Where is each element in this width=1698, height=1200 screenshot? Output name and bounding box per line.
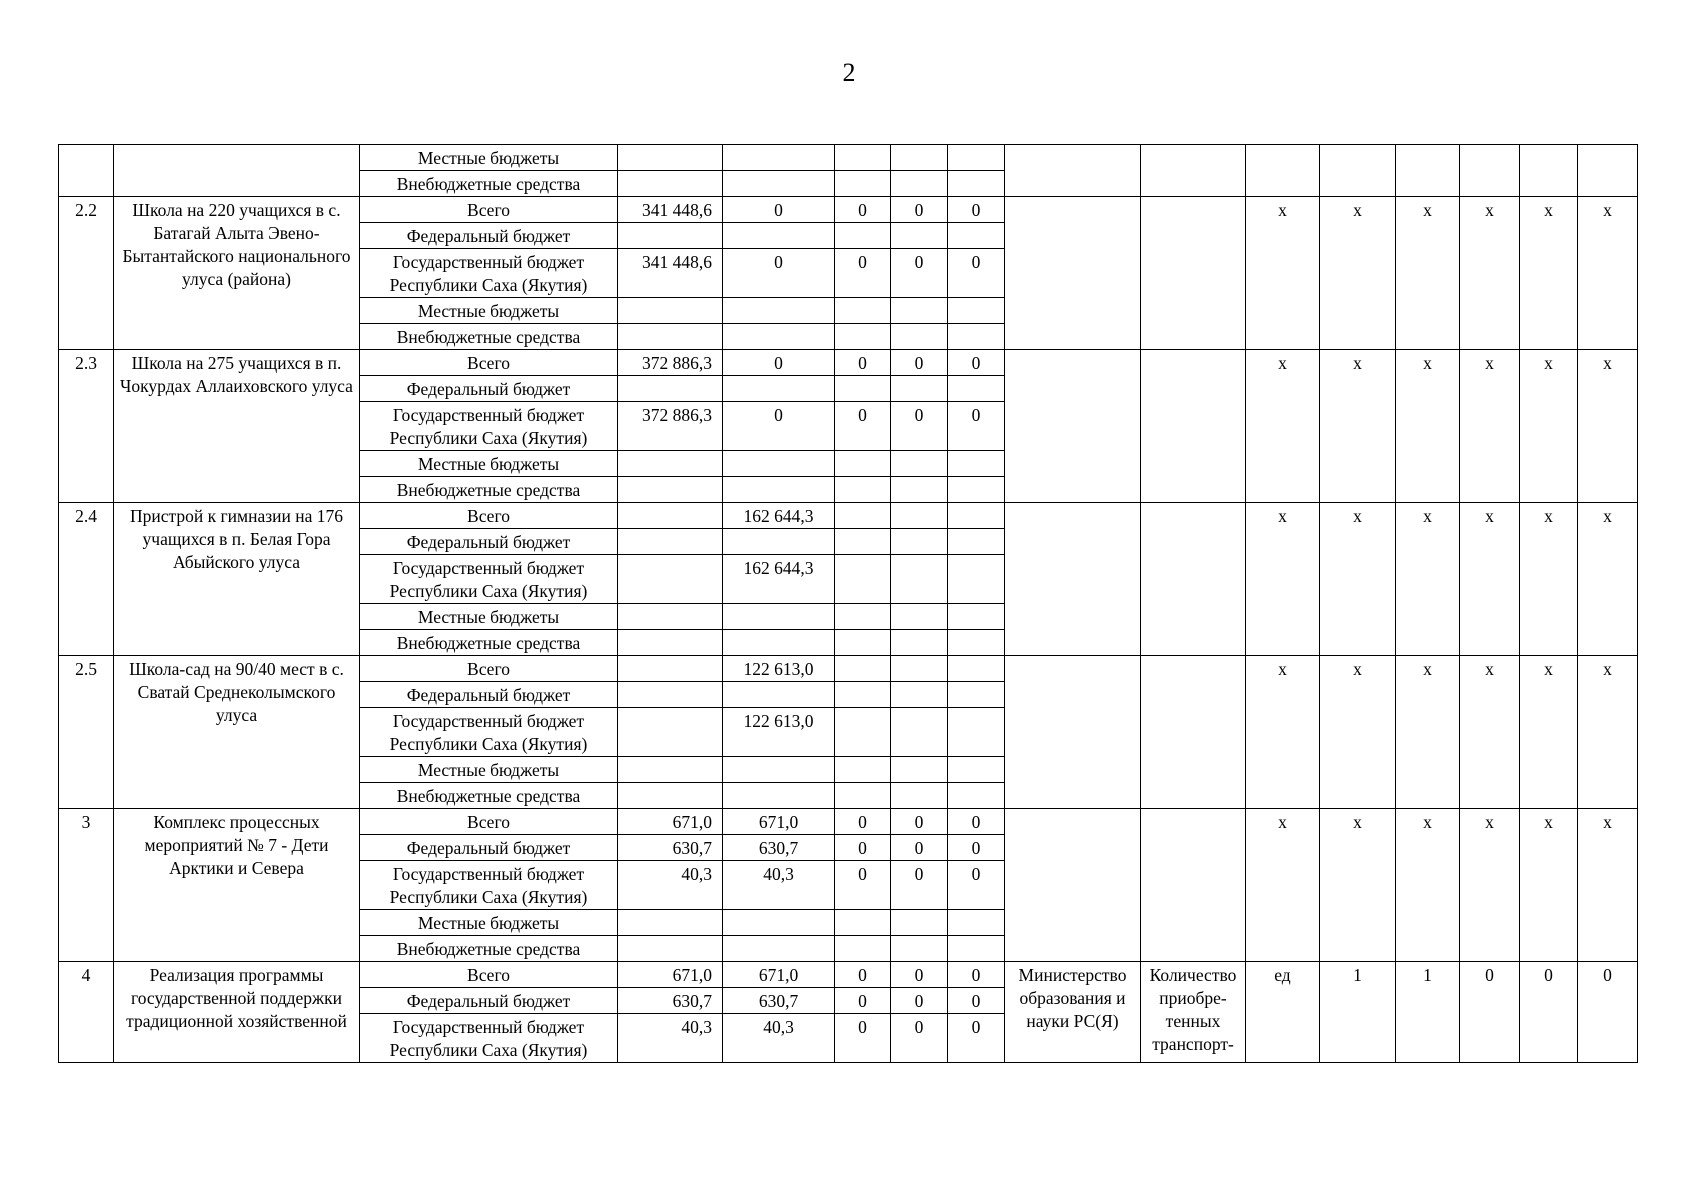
cell-target: x <box>1396 809 1460 962</box>
cell-amount: 341 448,6 <box>618 197 723 223</box>
cell-amount <box>891 298 948 324</box>
cell-amount <box>891 630 948 656</box>
cell-num: 4 <box>59 962 114 1063</box>
cell-amount: 0 <box>948 962 1005 988</box>
cell-source-label: Государственный бюджет Республики Саха (Якутия) <box>360 402 618 451</box>
cell-indicator <box>1141 145 1246 197</box>
cell-source-label: Федеральный бюджет <box>360 682 618 708</box>
cell-target: x <box>1320 503 1396 656</box>
cell-amount: 630,7 <box>618 988 723 1014</box>
cell-amount <box>948 936 1005 962</box>
cell-amount: 0 <box>835 249 891 298</box>
cell-name: Пристрой к гимназии на 176 учащихся в п. Белая Гора Абыйского улуса <box>114 503 360 656</box>
cell-num: 3 <box>59 809 114 962</box>
cell-amount: 630,7 <box>723 988 835 1014</box>
cell-amount: 0 <box>948 402 1005 451</box>
cell-amount <box>835 376 891 402</box>
cell-amount <box>891 682 948 708</box>
cell-amount <box>891 376 948 402</box>
cell-amount: 372 886,3 <box>618 402 723 451</box>
cell-amount: 671,0 <box>618 962 723 988</box>
cell-amount <box>835 783 891 809</box>
cell-num: 2.5 <box>59 656 114 809</box>
cell-amount <box>948 529 1005 555</box>
cell-amount <box>618 451 723 477</box>
cell-target: x <box>1520 503 1578 656</box>
cell-amount <box>891 783 948 809</box>
cell-amount <box>723 529 835 555</box>
cell-amount <box>723 604 835 630</box>
cell-amount: 341 448,6 <box>618 249 723 298</box>
cell-amount: 0 <box>948 197 1005 223</box>
cell-target: x <box>1520 809 1578 962</box>
cell-source-label: Государственный бюджет Республики Саха (Якутия) <box>360 708 618 757</box>
cell-target: x <box>1578 503 1638 656</box>
cell-amount <box>618 324 723 350</box>
cell-unit: x <box>1246 503 1320 656</box>
cell-indicator: Количество приобре-тенных транспорт- <box>1141 962 1246 1063</box>
cell-target: 0 <box>1460 962 1520 1063</box>
cell-amount <box>891 555 948 604</box>
cell-amount <box>891 910 948 936</box>
cell-target: x <box>1396 656 1460 809</box>
cell-amount <box>618 757 723 783</box>
cell-source-label: Внебюджетные средства <box>360 936 618 962</box>
cell-amount: 0 <box>948 350 1005 376</box>
cell-source-label: Государственный бюджет Республики Саха (Якутия) <box>360 249 618 298</box>
cell-amount <box>723 477 835 503</box>
cell-responsible <box>1005 656 1141 809</box>
cell-amount: 0 <box>835 1014 891 1063</box>
cell-amount: 40,3 <box>618 1014 723 1063</box>
cell-amount <box>948 298 1005 324</box>
cell-amount <box>891 451 948 477</box>
cell-amount <box>723 757 835 783</box>
cell-amount: 0 <box>948 988 1005 1014</box>
cell-amount <box>948 910 1005 936</box>
table-row <box>59 503 1638 529</box>
cell-amount <box>891 529 948 555</box>
cell-unit: ед <box>1246 962 1320 1063</box>
cell-amount <box>618 145 723 171</box>
cell-source-label: Местные бюджеты <box>360 757 618 783</box>
cell-source-label: Всего <box>360 350 618 376</box>
cell-amount: 0 <box>891 835 948 861</box>
cell-amount: 0 <box>948 835 1005 861</box>
cell-target <box>1460 145 1520 197</box>
cell-amount <box>723 936 835 962</box>
cell-amount <box>891 936 948 962</box>
cell-amount <box>835 223 891 249</box>
cell-amount: 162 644,3 <box>723 503 835 529</box>
cell-amount <box>948 376 1005 402</box>
cell-amount: 122 613,0 <box>723 656 835 682</box>
cell-target: x <box>1520 656 1578 809</box>
cell-source-label: Всего <box>360 197 618 223</box>
cell-source-label: Федеральный бюджет <box>360 223 618 249</box>
cell-responsible <box>1005 350 1141 503</box>
table-row <box>59 656 1638 682</box>
cell-amount <box>891 223 948 249</box>
cell-target: x <box>1578 656 1638 809</box>
cell-amount: 40,3 <box>723 861 835 910</box>
cell-num: 2.3 <box>59 350 114 503</box>
cell-target: 0 <box>1578 962 1638 1063</box>
cell-source-label: Федеральный бюджет <box>360 376 618 402</box>
cell-amount: 0 <box>835 809 891 835</box>
cell-target: 1 <box>1396 962 1460 1063</box>
cell-amount: 0 <box>891 861 948 910</box>
cell-responsible <box>1005 145 1141 197</box>
cell-target <box>1520 145 1578 197</box>
cell-source-label: Местные бюджеты <box>360 298 618 324</box>
cell-amount <box>723 630 835 656</box>
cell-target: 0 <box>1520 962 1578 1063</box>
cell-amount: 671,0 <box>618 809 723 835</box>
cell-amount <box>948 477 1005 503</box>
cell-target: x <box>1320 656 1396 809</box>
cell-amount <box>835 630 891 656</box>
cell-amount <box>948 324 1005 350</box>
cell-num <box>59 145 114 197</box>
cell-amount <box>723 451 835 477</box>
cell-target: x <box>1520 350 1578 503</box>
cell-target <box>1320 145 1396 197</box>
table-row <box>59 809 1638 835</box>
cell-amount: 0 <box>948 809 1005 835</box>
cell-amount <box>948 171 1005 197</box>
cell-amount <box>891 324 948 350</box>
table-row <box>59 197 1638 223</box>
cell-name: Школа на 275 учащихся в п. Чокурдах Аллаиховского улуса <box>114 350 360 503</box>
cell-amount <box>891 708 948 757</box>
cell-amount <box>723 783 835 809</box>
cell-amount: 0 <box>891 1014 948 1063</box>
cell-amount <box>723 298 835 324</box>
cell-num: 2.4 <box>59 503 114 656</box>
cell-amount <box>723 682 835 708</box>
cell-source-label: Всего <box>360 503 618 529</box>
cell-amount: 671,0 <box>723 962 835 988</box>
cell-amount <box>948 223 1005 249</box>
cell-amount <box>618 910 723 936</box>
cell-unit: x <box>1246 197 1320 350</box>
cell-amount: 0 <box>891 962 948 988</box>
cell-target: x <box>1460 350 1520 503</box>
cell-amount <box>618 656 723 682</box>
cell-amount: 0 <box>835 350 891 376</box>
cell-amount <box>948 682 1005 708</box>
cell-amount <box>835 936 891 962</box>
cell-amount: 0 <box>891 988 948 1014</box>
cell-amount: 671,0 <box>723 809 835 835</box>
cell-amount <box>723 910 835 936</box>
cell-source-label: Федеральный бюджет <box>360 529 618 555</box>
cell-amount: 0 <box>835 197 891 223</box>
cell-source-label: Всего <box>360 809 618 835</box>
cell-target: x <box>1578 350 1638 503</box>
cell-amount <box>618 477 723 503</box>
cell-name: Школа на 220 учащихся в с. Батагай Алыта Эвено-Бытантайского национального улуса (района) <box>114 197 360 350</box>
cell-amount: 40,3 <box>723 1014 835 1063</box>
cell-amount <box>835 682 891 708</box>
cell-name: Комплекс процессных мероприятий № 7 - Дети Арктики и Севера <box>114 809 360 962</box>
cell-name <box>114 145 360 197</box>
cell-amount <box>835 298 891 324</box>
cell-amount <box>618 708 723 757</box>
cell-amount: 0 <box>891 350 948 376</box>
cell-amount: 0 <box>891 402 948 451</box>
cell-source-label: Всего <box>360 656 618 682</box>
cell-amount: 0 <box>723 350 835 376</box>
cell-responsible <box>1005 809 1141 962</box>
cell-amount <box>618 682 723 708</box>
cell-target: x <box>1320 809 1396 962</box>
cell-indicator <box>1141 197 1246 350</box>
cell-target: x <box>1520 197 1578 350</box>
cell-amount <box>948 630 1005 656</box>
cell-amount: 40,3 <box>618 861 723 910</box>
cell-amount: 0 <box>835 835 891 861</box>
cell-target: x <box>1578 197 1638 350</box>
cell-amount <box>835 324 891 350</box>
cell-amount: 0 <box>723 249 835 298</box>
cell-amount: 0 <box>835 402 891 451</box>
cell-amount: 0 <box>835 988 891 1014</box>
cell-name: Школа-сад на 90/40 мест в с. Сватай Среднеколымского улуса <box>114 656 360 809</box>
cell-amount <box>948 757 1005 783</box>
cell-target: x <box>1320 197 1396 350</box>
cell-amount <box>948 708 1005 757</box>
cell-amount <box>835 555 891 604</box>
cell-target: x <box>1460 809 1520 962</box>
cell-target: x <box>1396 350 1460 503</box>
cell-amount: 630,7 <box>723 835 835 861</box>
cell-responsible <box>1005 503 1141 656</box>
cell-amount <box>948 451 1005 477</box>
cell-amount: 630,7 <box>618 835 723 861</box>
cell-amount <box>835 171 891 197</box>
cell-amount <box>948 503 1005 529</box>
cell-amount <box>618 171 723 197</box>
cell-amount <box>835 503 891 529</box>
cell-amount <box>723 145 835 171</box>
cell-source-label: Государственный бюджет Республики Саха (Якутия) <box>360 1014 618 1063</box>
cell-amount <box>835 477 891 503</box>
cell-amount: 0 <box>891 197 948 223</box>
cell-amount <box>948 555 1005 604</box>
cell-source-label: Внебюджетные средства <box>360 630 618 656</box>
cell-amount: 122 613,0 <box>723 708 835 757</box>
cell-amount: 0 <box>723 402 835 451</box>
cell-amount <box>835 910 891 936</box>
cell-source-label: Местные бюджеты <box>360 451 618 477</box>
cell-source-label: Местные бюджеты <box>360 145 618 171</box>
cell-source-label: Внебюджетные средства <box>360 171 618 197</box>
cell-amount <box>835 656 891 682</box>
cell-target <box>1578 145 1638 197</box>
cell-source-label: Местные бюджеты <box>360 910 618 936</box>
cell-amount <box>618 604 723 630</box>
cell-indicator <box>1141 503 1246 656</box>
cell-target: x <box>1578 809 1638 962</box>
cell-target: x <box>1460 503 1520 656</box>
cell-amount: 0 <box>723 197 835 223</box>
cell-amount: 0 <box>891 249 948 298</box>
cell-unit <box>1246 145 1320 197</box>
budget-table <box>58 144 1638 1063</box>
cell-target: x <box>1396 197 1460 350</box>
cell-amount <box>723 223 835 249</box>
cell-amount: 0 <box>891 809 948 835</box>
cell-source-label: Государственный бюджет Республики Саха (Якутия) <box>360 555 618 604</box>
cell-amount: 0 <box>835 861 891 910</box>
cell-amount <box>835 529 891 555</box>
cell-source-label: Внебюджетные средства <box>360 477 618 503</box>
cell-target: x <box>1460 656 1520 809</box>
cell-amount <box>723 376 835 402</box>
cell-target: 1 <box>1320 962 1396 1063</box>
cell-target <box>1396 145 1460 197</box>
cell-amount <box>618 223 723 249</box>
cell-amount <box>891 604 948 630</box>
cell-amount <box>835 451 891 477</box>
cell-indicator <box>1141 809 1246 962</box>
cell-amount <box>891 477 948 503</box>
cell-amount <box>835 604 891 630</box>
cell-amount <box>948 604 1005 630</box>
cell-target: x <box>1460 197 1520 350</box>
cell-amount <box>835 145 891 171</box>
cell-amount <box>618 298 723 324</box>
cell-source-label: Всего <box>360 962 618 988</box>
cell-indicator <box>1141 350 1246 503</box>
cell-indicator <box>1141 656 1246 809</box>
cell-amount <box>891 503 948 529</box>
cell-amount <box>618 503 723 529</box>
cell-source-label: Внебюджетные средства <box>360 324 618 350</box>
cell-amount: 0 <box>948 1014 1005 1063</box>
cell-responsible <box>1005 197 1141 350</box>
cell-source-label: Внебюджетные средства <box>360 783 618 809</box>
cell-amount <box>618 529 723 555</box>
cell-amount <box>618 630 723 656</box>
cell-source-label: Федеральный бюджет <box>360 988 618 1014</box>
cell-amount <box>891 171 948 197</box>
page-number: 2 <box>842 58 856 87</box>
cell-unit: x <box>1246 350 1320 503</box>
cell-amount: 0 <box>948 861 1005 910</box>
cell-amount <box>948 783 1005 809</box>
cell-unit: x <box>1246 809 1320 962</box>
cell-amount <box>723 171 835 197</box>
cell-amount: 162 644,3 <box>723 555 835 604</box>
cell-source-label: Государственный бюджет Республики Саха (Якутия) <box>360 861 618 910</box>
cell-responsible: Министерство образования и науки РС(Я) <box>1005 962 1141 1063</box>
cell-source-label: Местные бюджеты <box>360 604 618 630</box>
cell-amount <box>948 656 1005 682</box>
cell-amount: 372 886,3 <box>618 350 723 376</box>
cell-amount: 0 <box>948 249 1005 298</box>
cell-amount <box>618 783 723 809</box>
cell-unit: x <box>1246 656 1320 809</box>
cell-amount <box>835 708 891 757</box>
table-row <box>59 350 1638 376</box>
cell-amount <box>618 936 723 962</box>
cell-source-label: Федеральный бюджет <box>360 835 618 861</box>
cell-target: x <box>1320 350 1396 503</box>
cell-amount: 0 <box>835 962 891 988</box>
cell-amount <box>891 757 948 783</box>
cell-target: x <box>1396 503 1460 656</box>
cell-amount <box>723 324 835 350</box>
cell-num: 2.2 <box>59 197 114 350</box>
table-row <box>59 145 1638 171</box>
cell-amount <box>618 555 723 604</box>
table-row <box>59 962 1638 988</box>
cell-amount <box>891 145 948 171</box>
cell-name: Реализация программы государственной поддержки традиционной хозяйственной <box>114 962 360 1063</box>
cell-amount <box>948 145 1005 171</box>
cell-amount <box>835 757 891 783</box>
cell-amount <box>618 376 723 402</box>
cell-amount <box>891 656 948 682</box>
